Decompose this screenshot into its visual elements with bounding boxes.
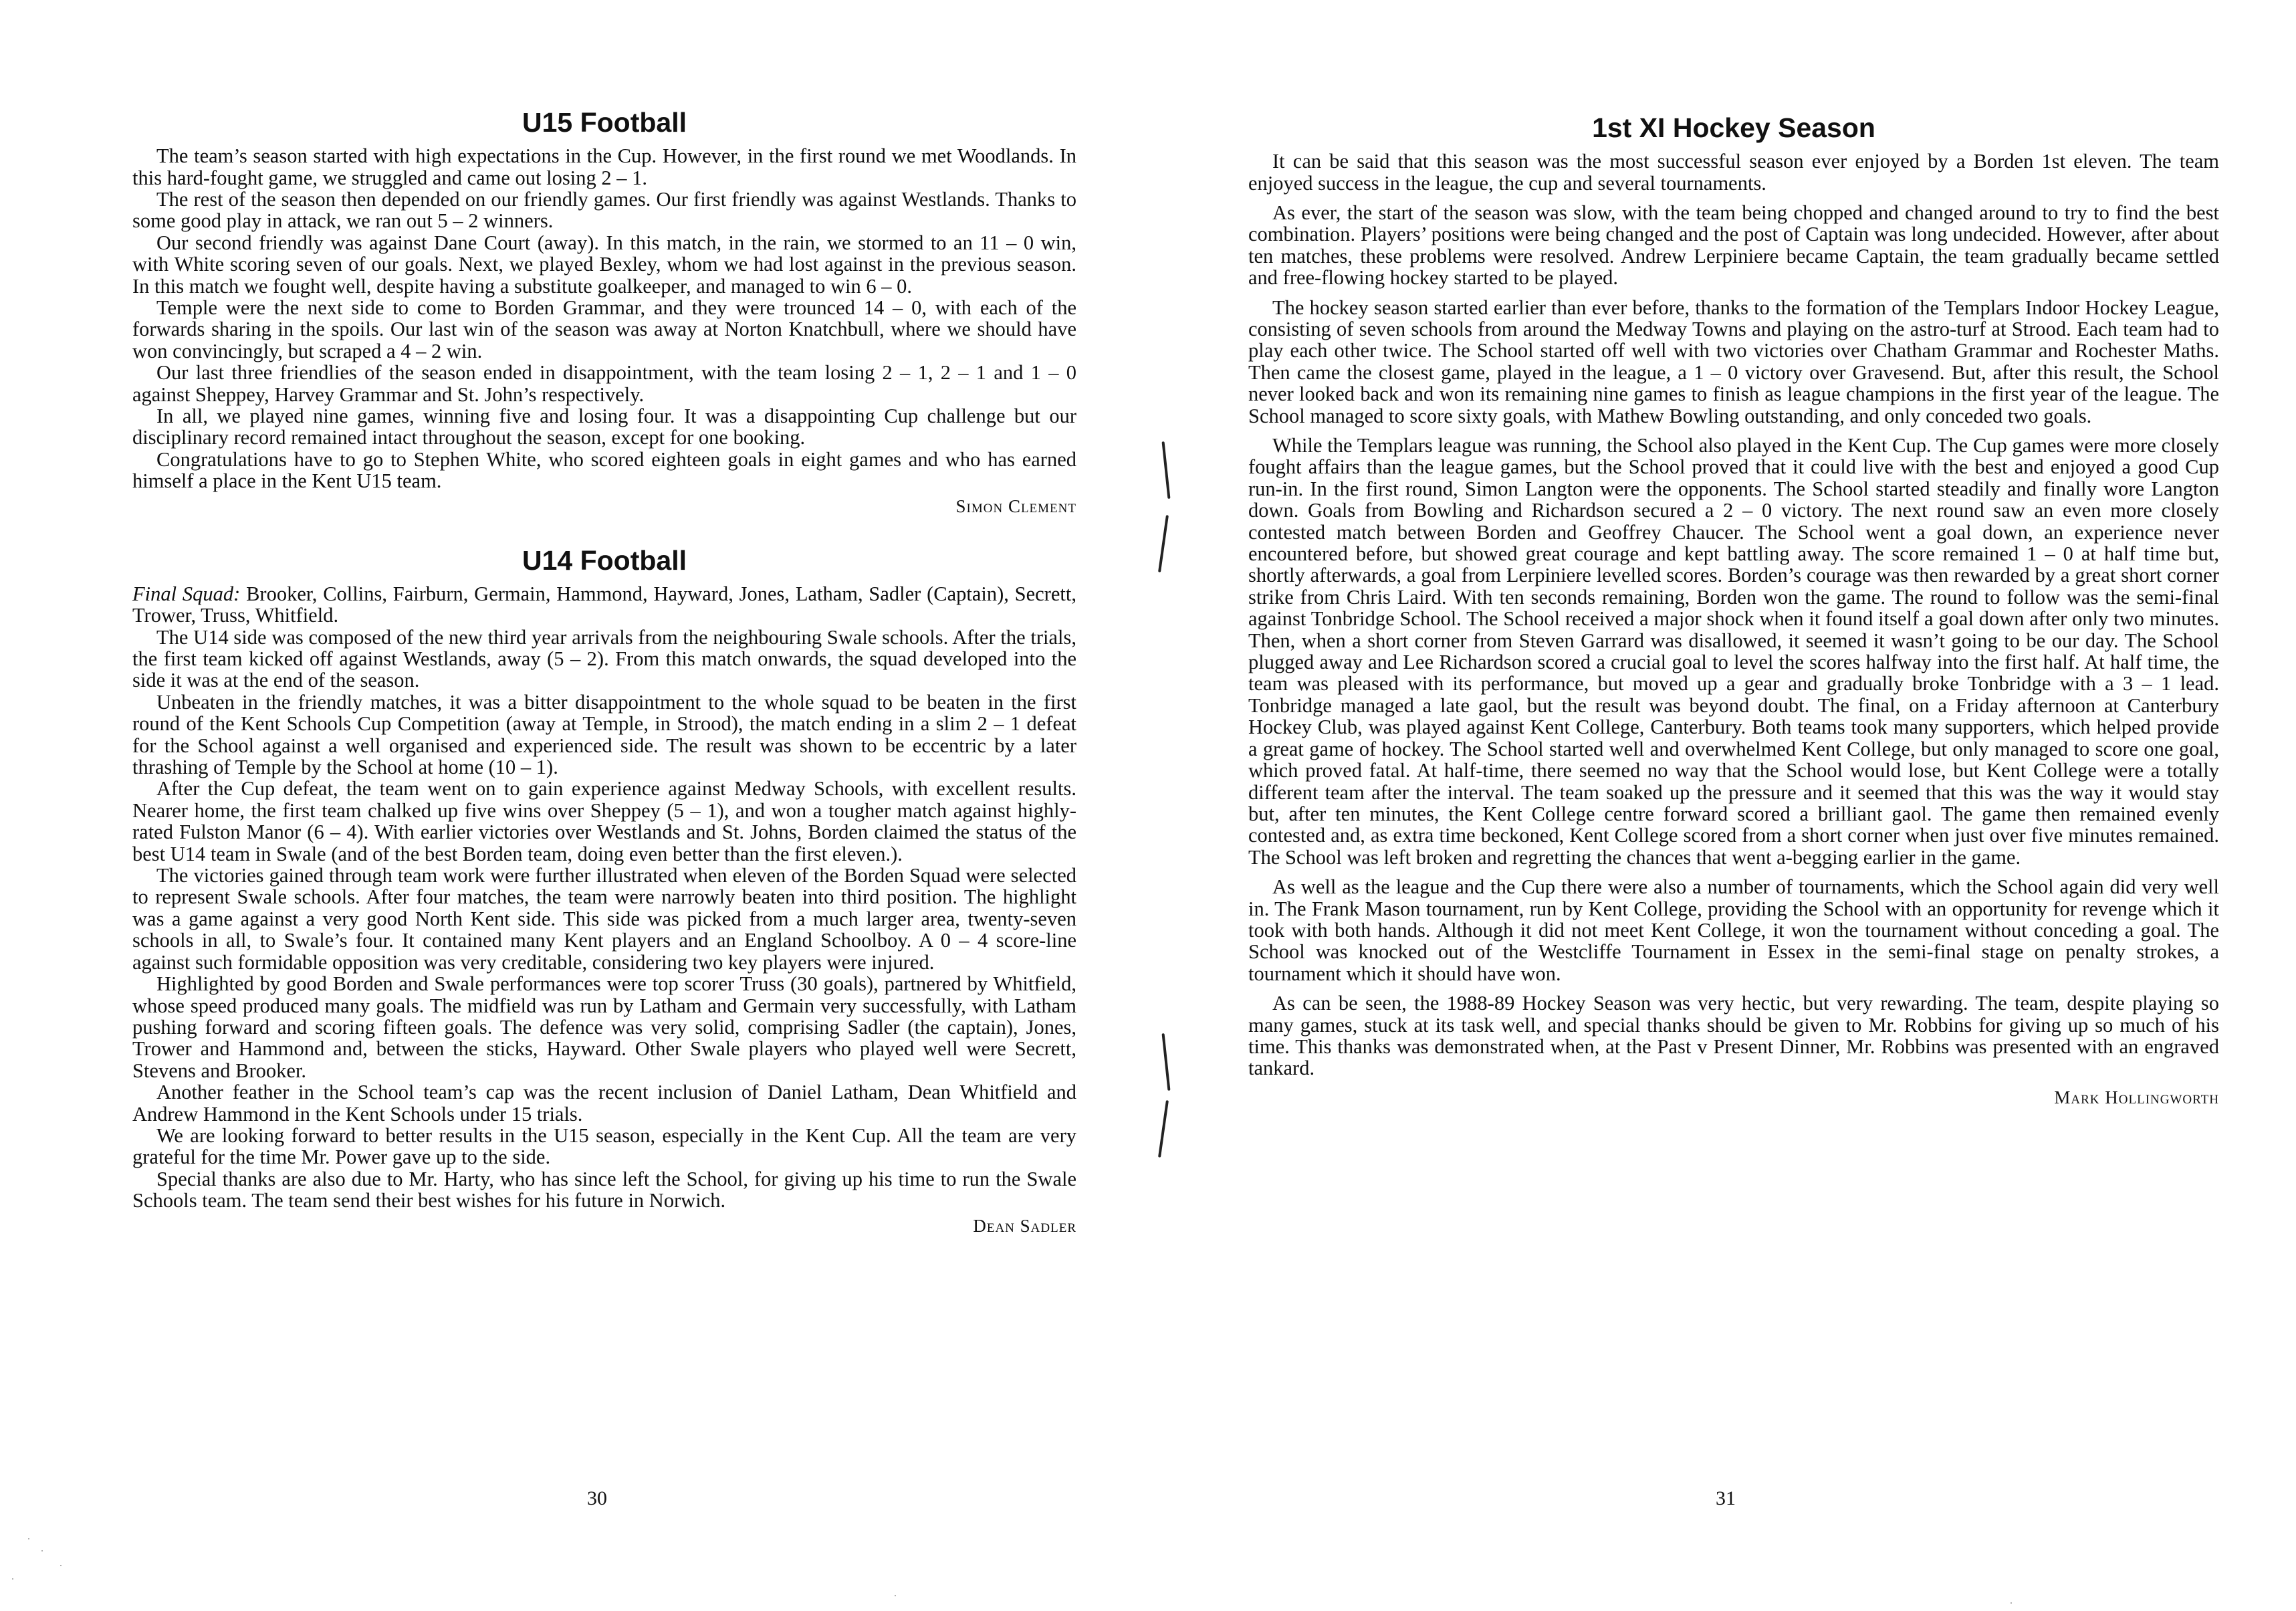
u14-paragraph: Highlighted by good Borden and Swale performances were top scorer Truss (30 goals), partnered by Whitfield, whose speed produced many goals. The midfield was run by Latham and Germain very successfully, with Latham pushing forward and scoring fifteen goals. The defence was very solid, comprising Sadler (the captain), Jones, Trower and Hammond and, between the sticks, Hayward. Other Swale players who played well were Secrett, Stevens and Brooker. <box>132 972 1076 1082</box>
left-column <box>132 107 1076 1237</box>
u15-paragraph: The rest of the season then depended on our friendly games. Our first friendly was against Westlands. Thanks to some good play in attack, we ran out 5 – 2 winners. <box>132 187 1076 233</box>
hockey-season-body <box>1248 150 2219 1079</box>
hockey-paragraph: As well as the league and the Cup there were also a number of tournaments, which the School again did very well in. The Frank Mason tournament, run by Kent College, providing the School with an opportunity for revenge which it took with both hands. Although it did not meet Kent College, it won the tournament without conceding a goal. The School was knocked out of the Westcliffe Tournament in Essex in the semi-final stage on penalty strokes, a tournament which it should have won. <box>1248 875 2219 985</box>
page-number-right: 31 <box>1716 1487 1736 1509</box>
u14-paragraph: We are looking forward to better results in the U15 season, especially in the Kent Cup. All the team are very grateful for the time Mr. Power gave up to the side. <box>132 1123 1076 1169</box>
u14-paragraph: After the Cup defeat, the team went on to gain experience against Medway Schools, with excellent results. Nearer home, the first team chalked up five wins over Sheppey (5 – 1), and won a tougher match against highly-rated Fulston Manor (6 – 4). With earlier victories over Westlands and St. Johns, Borden claimed the status of the best U14 team in Swale (and of the best Borden team, doing even better than the first eleven.). <box>132 777 1076 865</box>
hockey-season-title: 1st XI Hockey Season <box>1592 112 1875 143</box>
hockey-paragraph: It can be said that this season was the most successful season ever enjoyed by a Borden 1st eleven. The team enjoyed success in the league, the cup and several tournaments. <box>1248 150 2219 195</box>
u15-author: Simon Clement <box>955 496 1076 516</box>
u15-paragraph: In all, we played nine games, winning five and losing four. It was a disappointing Cup challenge but our disciplinary record remained intact throughout the season, except for one booking. <box>132 405 1076 449</box>
scan-speck <box>12 1578 13 1580</box>
hockey-paragraph: The hockey season started earlier than ever before, thanks to the formation of the Templars Indoor Hockey League, consisting of seven schools from around the Medway Towns and playing on the astro-turf at Strood. Each team had to play each other twice. The School started off well with two victories over Chatham Grammar and Rochester Maths. Then came the closest game, played in the league, a 1 – 0 victory over Gravesend. But, after this result, the School never looked back and won its remaining nine games to finish as league champions in the first year of the league. The School managed to score sixty goals, with Mathew Bowling outstanding, and only conceded two goals. <box>1248 296 2219 427</box>
u15-paragraph: Temple were the next side to come to Borden Grammar, and they were trounced 14 – 0, with each of the forwards sharing in the spoils. Our last win of the season was away at Norton Knatchbull, where we should have won convincingly, but scraped a 4 – 2 win. <box>132 296 1076 362</box>
u14-paragraph: The victories gained through team work were further illustrated when eleven of the Borden Squad were selected to represent Swale schools. After four matches, the team were narrowly beaten into third position. The highlight was a game against a very good North Kent side. This side was picked from a much larger area, twenty-seven schools in all, to Swale’s four. It contained many Kent players and an England Schoolboy. A 0 – 4 score-line against such formidable opposition was very creditable, considering two key players were injured. <box>132 864 1076 974</box>
page-number-left: 30 <box>587 1487 607 1509</box>
u14-paragraph: The U14 side was composed of the new third year arrivals from the neighbouring Swale schools. After the trials, the first team kicked off against Westlands, away (5 – 2). From this match onwards, the squad developed into the side it was at the end of the season. <box>132 625 1076 692</box>
u15-football-title: U15 Football <box>522 107 687 138</box>
squad-names: Brooker, Collins, Fairburn, Germain, Hammond, Hayward, Jones, Latham, Sadler (Captain), Secrett, Trower, Truss, Whitfield. <box>132 582 1076 627</box>
hockey-paragraph: As can be seen, the 1988-89 Hockey Season was very hectic, but very rewarding. The team, despite playing so many games, stuck at its task well, and special thanks should be given to Mr. Robbins for giving up so much of his time. This thanks was demonstrated when, at the Past v Present Dinner, Mr. Robbins was presented with an engraved tankard. <box>1248 992 2219 1080</box>
u14-football-body <box>132 583 1076 1212</box>
u14-paragraph: Unbeaten in the friendly matches, it was a bitter disappointment to the whole squad to be beaten in the first round of the Kent Schools Cup Competition (away at Temple, in Strood), the match ending in a slim 2 – 1 defeat for the School against a well organised and experienced side. The result was shown to be eccentric by a later thrashing of Temple by the School at home (10 – 1). <box>132 690 1076 779</box>
hockey-paragraph: As ever, the start of the season was slow, with the team being chopped and changed around to try to find the best combination. Players’ positions were being changed and the post of Captain was long undecided. However, after about ten matches, these problems were resolved. Andrew Lerpiniere became Captain, the team gradually became settled and free-flowing hockey started to be played. <box>1248 201 2219 290</box>
u14-paragraph: Another feather in the School team’s cap was the recent inclusion of Daniel Latham, Dean Whitfield and Andrew Hammond in the Kent Schools under 15 trials. <box>132 1081 1076 1125</box>
u14-squad-list <box>132 583 1076 627</box>
squad-label: Final Squad: <box>132 582 241 605</box>
right-column <box>1248 112 2219 1108</box>
u15-paragraph: Our second friendly was against Dane Court (away). In this match, in the rain, we stormed to an 11 – 0 win, with White scoring seven of our goals. Next, we played Bexley, whom we had lost against in the previous season. In this match we fought well, despite having a substitute goalkeeper, and managed to win 6 – 0. <box>132 231 1076 298</box>
scan-speck <box>41 1550 43 1551</box>
scan-speck <box>2011 1602 2012 1604</box>
u15-paragraph: The team’s season started with high expectations in the Cup. However, in the first round we met Woodlands. In this hard-fought game, we struggled and came out losing 2 – 1. <box>132 144 1076 189</box>
scan-speck <box>60 1565 62 1566</box>
u14-author: Dean Sadler <box>973 1215 1076 1236</box>
scan-speck <box>28 1538 29 1539</box>
u14-football-title: U14 Football <box>522 544 687 576</box>
u14-paragraph: Special thanks are also due to Mr. Harty, who has since left the School, for giving up his time to run the Swale Schools team. The team send their best wishes for his future in Norwich. <box>132 1167 1076 1212</box>
u15-paragraph: Our last three friendlies of the season ended in disappointment, with the team losing 2 – 1, 2 – 1 and 1 – 0 against Sheppey, Harvey Grammar and St. John’s respectively. <box>132 361 1076 406</box>
u15-football-body <box>132 145 1076 492</box>
u15-paragraph: Congratulations have to go to Stephen White, who scored eighteen goals in eight games and who has earned himself a place in the Kent U15 team. <box>132 447 1076 493</box>
hockey-paragraph: While the Templars league was running, the School also played in the Kent Cup. The Cup games were more closely fought affairs than the league games, but the School proved that it could live with the best and enjoyed a good Cup run-in. In the first round, Simon Langton were the opponents. The School started steadily and finally wore Langton down. Goals from Bowling and Richardson secured a 2 – 0 victory. The next round saw an even more closely contested match between Borden and Geoffrey Chaucer. The School went a goal down, an experience never encountered before, but showed great courage and kept battling away. The score remained 1 – 0 at half time but, shortly afterwards, a goal from Lerpiniere levelled scores. Borden’s courage was then rewarded by a great short corner strike from Chris Laird. With ten seconds remaining, Borden won the game. The round to follow was the semi-final against Tonbridge School. The School received a major shock when it found itself a goal down after only two minutes. Then, when a short corner from Steven Garrard was disallowed, it seemed it wasn’t going to be our day. The School plugged away and Lee Richardson scored a crucial goal to level the scores halfway into the first half. At half time, the team was pleased with its performance, but moved up a gear and gradually broke Tonbridge with a 3 – 1 lead. Tonbridge managed a late gaol, but the result was beyond doubt. The final, on a Friday afternoon at Canterbury Hockey Club, was played against Kent College, Canterbury. Both teams took many supporters, which helped provide a great game of hockey. The School started well and overwhelmed Kent College, but only managed to score one goal, which proved fatal. At half-time, there seemed no way that the School would lose, but Kent College were a totally different team after the interval. The team soaked up the pressure and it seemed that this was the way it would stay but, after ten minutes, the Kent College centre forward scored a brilliant gaol. The game then remained evenly contested and, as extra time beckoned, Kent College scored from a short corner when just over five minutes remained. The School was left broken and regretting the chances that went a-begging earlier in the game. <box>1248 434 2219 869</box>
hockey-author: Mark Hollingworth <box>2054 1087 2219 1107</box>
right-page <box>1148 0 2296 1611</box>
scan-speck <box>895 1595 896 1596</box>
